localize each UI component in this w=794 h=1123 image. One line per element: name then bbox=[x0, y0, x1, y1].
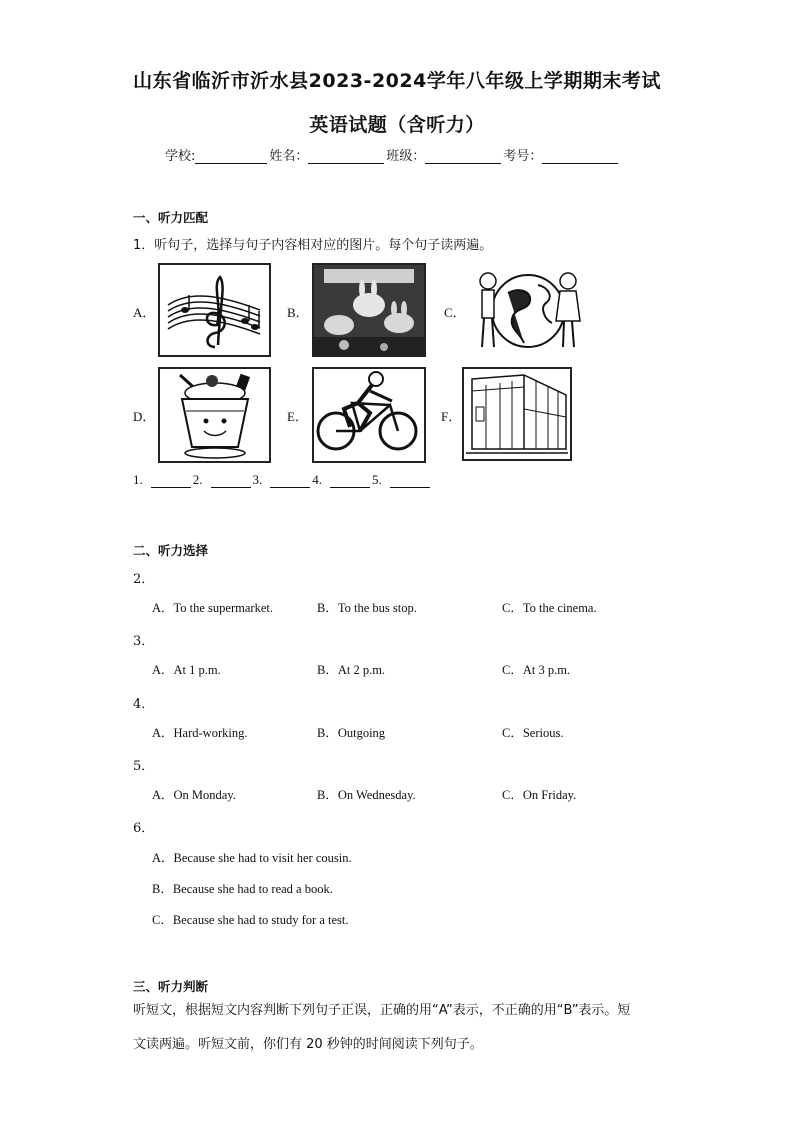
question-4-option-a[interactable]: A．Hard-working. bbox=[152, 726, 248, 740]
question-5-number: 5． bbox=[133, 759, 155, 774]
section3-instruction-line1: 听短文，根据短文内容判断下列句子正误，正确的用“A”表示，不正确的用“B”表示。短 bbox=[133, 1003, 631, 1018]
section3-heading: 三、听力判断 bbox=[133, 979, 209, 994]
class-blank[interactable] bbox=[425, 149, 501, 164]
answer-label-4: 4. bbox=[312, 472, 322, 487]
answer-label-1: 1. bbox=[133, 472, 143, 487]
matching-answer-row bbox=[133, 472, 432, 488]
children-globe-icon bbox=[474, 263, 582, 355]
section1-heading: 一、听力匹配 bbox=[133, 210, 209, 225]
section3-instruction bbox=[133, 994, 663, 1062]
question-6-option-a[interactable]: A．Because she had to visit her cousin. bbox=[152, 851, 352, 865]
question-3-option-c[interactable]: C．At 3 p.m. bbox=[502, 663, 571, 677]
question-2-option-b[interactable]: B．To the bus stop. bbox=[317, 601, 417, 615]
answer-blank-3[interactable] bbox=[270, 475, 310, 488]
answer-label-3: 3. bbox=[252, 472, 263, 487]
question-5-option-a[interactable]: A．On Monday. bbox=[152, 788, 236, 802]
exam-number-label: 考号： bbox=[503, 149, 543, 164]
image-label-b: B． bbox=[287, 305, 309, 320]
question-5-option-c[interactable]: C．On Friday. bbox=[502, 788, 577, 802]
question-6-option-c[interactable]: C．Because she had to study for a test. bbox=[152, 913, 349, 927]
name-blank[interactable] bbox=[308, 149, 384, 164]
school-label: 学校: bbox=[165, 149, 196, 164]
question-3-option-a[interactable]: A．At 1 p.m. bbox=[152, 663, 221, 677]
image-label-e: E． bbox=[287, 409, 308, 424]
answer-label-5: 5. bbox=[372, 472, 382, 487]
answer-label-2: 2. bbox=[192, 472, 203, 487]
image-a bbox=[158, 263, 271, 357]
question-3-number: 3． bbox=[133, 634, 155, 649]
exam-title-line2: 英语试题（含听力） bbox=[309, 114, 485, 136]
cyclist-icon bbox=[314, 369, 424, 461]
name-label: 姓名： bbox=[269, 149, 309, 164]
student-info-row bbox=[165, 145, 620, 164]
question-4-option-c[interactable]: C．Serious. bbox=[502, 726, 564, 740]
question-6-number: 6． bbox=[133, 821, 155, 836]
answer-blank-4[interactable] bbox=[330, 475, 370, 488]
music-notes-icon bbox=[160, 265, 269, 355]
question-3-option-b[interactable]: B．At 2 p.m. bbox=[317, 663, 386, 677]
image-e bbox=[312, 367, 426, 463]
image-label-f: F． bbox=[441, 409, 462, 424]
image-label-a: A． bbox=[133, 305, 156, 320]
question-2-option-c[interactable]: C．To the cinema. bbox=[502, 601, 597, 615]
question-4-option-b[interactable]: B．Outgoing bbox=[317, 726, 386, 740]
image-f bbox=[462, 367, 572, 461]
section2-heading: 二、听力选择 bbox=[133, 543, 209, 558]
exam-title-line1: 山东省临沂市沂水县2023-2024学年八年级上学期期末考试 bbox=[133, 70, 661, 92]
section1-instruction: 1．听句子，选择与句子内容相对应的图片。每个句子读两遍。 bbox=[133, 238, 493, 253]
answer-blank-1[interactable] bbox=[151, 475, 191, 488]
image-c bbox=[474, 263, 582, 355]
question-4-number: 4． bbox=[133, 697, 155, 712]
ice-cream-cup-icon bbox=[160, 369, 269, 461]
answer-blank-5[interactable] bbox=[390, 475, 430, 488]
image-label-d: D． bbox=[133, 409, 156, 424]
school-blank[interactable] bbox=[195, 149, 267, 164]
answer-blank-2[interactable] bbox=[211, 475, 251, 488]
section3-instruction-line2: 文读两遍。听短文前，你们有 20 秒钟的时间阅读下列句子。 bbox=[133, 1037, 483, 1052]
building-icon bbox=[464, 369, 570, 459]
question-6-option-b[interactable]: B．Because she had to read a book. bbox=[152, 882, 333, 896]
image-label-c: C． bbox=[444, 305, 466, 320]
question-2-number: 2． bbox=[133, 572, 155, 587]
rabbits-photo-icon bbox=[314, 265, 424, 355]
question-2-option-a[interactable]: A．To the supermarket. bbox=[152, 601, 273, 615]
exam-number-blank[interactable] bbox=[542, 149, 618, 164]
image-b bbox=[312, 263, 426, 357]
class-label: 班级： bbox=[386, 149, 426, 164]
question-5-option-b[interactable]: B．On Wednesday. bbox=[317, 788, 416, 802]
image-d bbox=[158, 367, 271, 463]
